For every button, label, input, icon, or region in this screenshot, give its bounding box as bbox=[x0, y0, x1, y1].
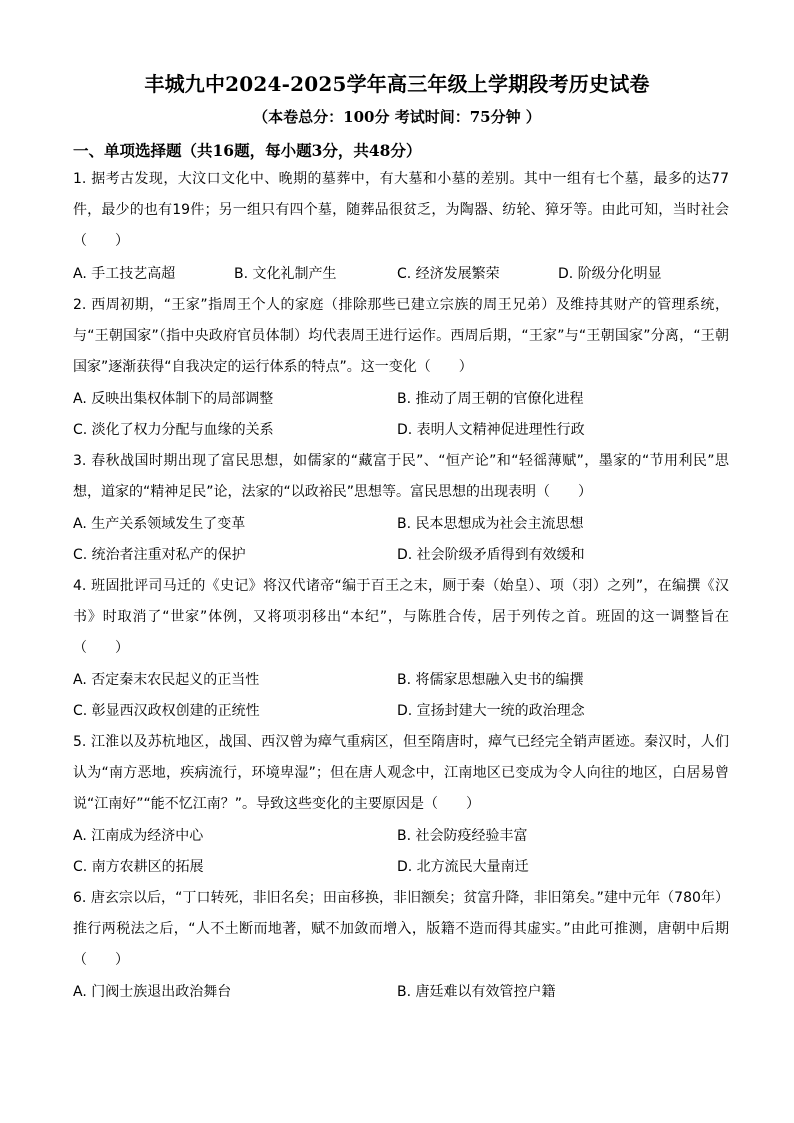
question-2-option-d: D. 表明人文精神促进理性行政 bbox=[397, 422, 585, 438]
section-heading: 一、单项选择题（共16题，每小题3分，共48分） bbox=[73, 141, 422, 160]
question-4-stem: 4. 班固批评司马迁的《史记》将汉代诸帝“编于百王之末，厕于秦（始皇）、项（羽）之列”，在编撰《汉书》时取消了“世家”体例，又将项羽移出“本纪”，与陈胜合传，居于列传之首。班固的这一调整旨在（ ） bbox=[73, 578, 729, 657]
question-4-option-d: D. 宣扬封建大一统的政治理念 bbox=[397, 703, 585, 719]
question-2-option-c: C. 淡化了权力分配与血缘的关系 bbox=[73, 422, 274, 438]
question-2-option-b: B. 推动了周王朝的官僚化进程 bbox=[397, 391, 584, 407]
question-5-stem: 5. 江淮以及苏杭地区，战国、西汉曾为瘴气重病区，但至隋唐时，瘴气已经完全销声匿迹。秦汉时，人们认为“南方恶地，疾病流行，环境卑湿”；但在唐人观念中，江南地区已变成为令人向往的地区，白居易曾说“江南好”“能不忆江南？”。导致这些变化的主要原因是（ ） bbox=[73, 734, 729, 813]
question-1-option-d: D. 阶级分化明显 bbox=[558, 266, 662, 282]
question-6-option-b: B. 唐廷难以有效管控户籍 bbox=[397, 984, 556, 1000]
question-4-option-c: C. 彰显西汉政权创建的正统性 bbox=[73, 703, 260, 719]
question-1-option-a: A. 手工技艺高超 bbox=[73, 266, 176, 282]
question-3-option-c: C. 统治者注重对私产的保护 bbox=[73, 547, 246, 563]
question-5-option-b: B. 社会防疫经验丰富 bbox=[397, 828, 528, 844]
question-4-option-a: A. 否定秦末农民起义的正当性 bbox=[73, 672, 260, 688]
question-6-stem: 6. 唐玄宗以后，“丁口转死，非旧名矣；田亩移换，非旧额矣；贫富升降，非旧第矣。”建中元年（780年）推行两税法之后，“人不土断而地著，赋不加敛而增入，版籍不造而得其虚实。”由此可推测，唐朝中后期（ ） bbox=[73, 890, 729, 969]
question-2-stem: 2. 西周初期，“王家”指周王个人的家庭（排除那些已建立宗族的周王兄弟）及维持其财产的管理系统，与“王朝国家”（指中央政府官员体制）均代表周王进行运作。西周后期，“王家”与“王朝国家”分离，“王朝国家”逐渐获得“自我决定的运行体系的特点”。这一变化（ ） bbox=[73, 297, 729, 376]
question-1-option-b: B. 文化礼制产生 bbox=[234, 266, 337, 282]
question-3-stem: 3. 春秋战国时期出现了富民思想，如儒家的“藏富于民”、“恒产论”和“轻徭薄赋”，墨家的“节用利民”思想，道家的“精神足民”论，法家的“以政裕民”思想等。富民思想的出现表明（ ） bbox=[73, 453, 729, 501]
question-5-option-a: A. 江南成为经济中心 bbox=[73, 828, 204, 844]
question-3-option-d: D. 社会阶级矛盾得到有效缓和 bbox=[397, 547, 585, 563]
question-3-option-b: B. 民本思想成为社会主流思想 bbox=[397, 516, 584, 532]
exam-title: 丰城九中2024-2025学年高三年级上学期段考历史试卷 bbox=[144, 72, 650, 96]
question-1-option-c: C. 经济发展繁荣 bbox=[397, 266, 500, 282]
question-1-stem: 1. 据考古发现，大汶口文化中、晚期的墓葬中，有大墓和小墓的差别。其中一组有七个墓，最多的达77件，最少的也有19件；另一组只有四个墓，随葬品很贫乏，为陶器、纺轮、獐牙等。由此可知，当时社会（ ） bbox=[73, 171, 729, 250]
question-6-option-a: A. 门阀士族退出政治舞台 bbox=[73, 984, 232, 1000]
question-3-option-a: A. 生产关系领域发生了变革 bbox=[73, 516, 246, 532]
question-2-option-a: A. 反映出集权体制下的局部调整 bbox=[73, 391, 274, 407]
exam-subtitle: （本卷总分：100分 考试时间：75分钟 ） bbox=[253, 108, 541, 126]
question-4-option-b: B. 将儒家思想融入史书的编撰 bbox=[397, 672, 584, 688]
question-5-option-c: C. 南方农耕区的拓展 bbox=[73, 859, 204, 875]
question-5-option-d: D. 北方流民大量南迁 bbox=[397, 859, 529, 875]
